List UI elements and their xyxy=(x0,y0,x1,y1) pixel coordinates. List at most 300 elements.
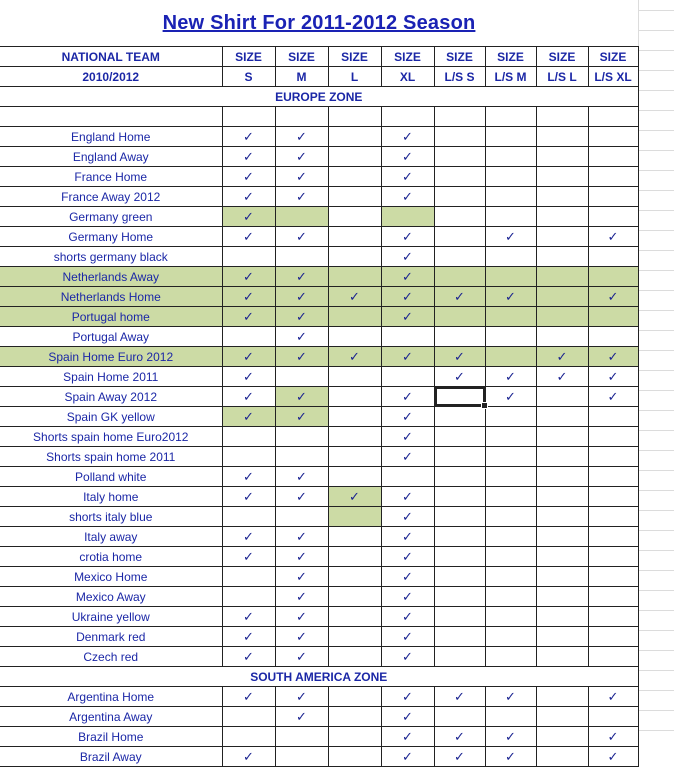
team-name[interactable]: Mexico Home xyxy=(0,567,222,587)
empty-cell[interactable] xyxy=(275,107,328,127)
size-cell[interactable] xyxy=(434,507,485,527)
size-cell[interactable] xyxy=(381,187,434,207)
size-cell[interactable] xyxy=(381,247,434,267)
size-cell[interactable] xyxy=(275,387,328,407)
size-cell[interactable] xyxy=(588,187,638,207)
size-cell[interactable] xyxy=(275,687,328,707)
size-cell[interactable] xyxy=(485,627,536,647)
size-cell[interactable] xyxy=(222,467,275,487)
size-cell[interactable] xyxy=(222,367,275,387)
size-cell[interactable] xyxy=(381,387,434,407)
team-name[interactable]: Netherlands Away xyxy=(0,267,222,287)
size-cell[interactable] xyxy=(588,727,638,747)
size-cell[interactable] xyxy=(536,307,588,327)
header-size-s[interactable]: S xyxy=(222,67,275,87)
team-name[interactable]: Argentina Away xyxy=(0,707,222,727)
size-cell[interactable] xyxy=(275,527,328,547)
header-size-ls-xl[interactable]: L/S XL xyxy=(588,67,638,87)
size-cell[interactable] xyxy=(222,207,275,227)
team-name[interactable]: Portugal home xyxy=(0,307,222,327)
size-cell[interactable] xyxy=(381,147,434,167)
size-cell[interactable] xyxy=(588,467,638,487)
team-name[interactable]: Ukraine yellow xyxy=(0,607,222,627)
size-cell[interactable] xyxy=(222,487,275,507)
size-cell[interactable] xyxy=(222,167,275,187)
header-size-top[interactable]: SIZE xyxy=(588,47,638,67)
size-cell[interactable] xyxy=(275,607,328,627)
size-cell[interactable] xyxy=(381,167,434,187)
size-cell[interactable] xyxy=(536,387,588,407)
size-cell[interactable] xyxy=(485,227,536,247)
size-cell[interactable] xyxy=(434,567,485,587)
size-cell[interactable] xyxy=(275,327,328,347)
size-cell[interactable] xyxy=(328,387,381,407)
size-cell[interactable] xyxy=(536,127,588,147)
size-cell[interactable] xyxy=(381,527,434,547)
empty-cell[interactable] xyxy=(588,107,638,127)
size-cell[interactable] xyxy=(434,327,485,347)
size-cell[interactable] xyxy=(275,547,328,567)
team-name[interactable]: shorts germany black xyxy=(0,247,222,267)
size-cell[interactable] xyxy=(328,627,381,647)
size-cell[interactable] xyxy=(328,247,381,267)
size-cell[interactable] xyxy=(275,587,328,607)
size-cell[interactable] xyxy=(536,487,588,507)
size-cell[interactable] xyxy=(485,707,536,727)
size-cell[interactable] xyxy=(536,547,588,567)
team-name[interactable]: Czech red xyxy=(0,647,222,667)
team-name[interactable]: Spain GK yellow xyxy=(0,407,222,427)
zone-title[interactable]: EUROPE ZONE xyxy=(0,87,638,107)
team-name[interactable]: Shorts spain home 2011 xyxy=(0,447,222,467)
size-cell[interactable] xyxy=(434,147,485,167)
size-cell[interactable] xyxy=(275,647,328,667)
team-name[interactable]: Netherlands Home xyxy=(0,287,222,307)
header-size-top[interactable]: SIZE xyxy=(328,47,381,67)
size-cell[interactable] xyxy=(485,647,536,667)
size-cell[interactable] xyxy=(275,347,328,367)
size-cell[interactable] xyxy=(588,247,638,267)
header-size-ls-m[interactable]: L/S M xyxy=(485,67,536,87)
size-cell[interactable] xyxy=(381,427,434,447)
size-cell[interactable] xyxy=(588,227,638,247)
size-cell[interactable] xyxy=(222,747,275,767)
size-cell[interactable] xyxy=(434,367,485,387)
size-cell[interactable] xyxy=(222,187,275,207)
header-size-m[interactable]: M xyxy=(275,67,328,87)
size-cell[interactable] xyxy=(434,527,485,547)
size-cell[interactable] xyxy=(434,747,485,767)
size-cell[interactable] xyxy=(536,227,588,247)
size-cell[interactable] xyxy=(275,207,328,227)
header-size-top[interactable]: SIZE xyxy=(222,47,275,67)
size-cell[interactable] xyxy=(536,587,588,607)
size-cell[interactable] xyxy=(328,267,381,287)
selected-cell[interactable] xyxy=(434,387,485,407)
size-cell[interactable] xyxy=(588,387,638,407)
size-cell[interactable] xyxy=(328,467,381,487)
size-cell[interactable] xyxy=(485,467,536,487)
size-cell[interactable] xyxy=(381,227,434,247)
size-cell[interactable] xyxy=(485,487,536,507)
size-cell[interactable] xyxy=(222,687,275,707)
header-size-top[interactable]: SIZE xyxy=(485,47,536,67)
size-cell[interactable] xyxy=(485,527,536,547)
team-name[interactable]: Brazil Away xyxy=(0,747,222,767)
size-cell[interactable] xyxy=(485,147,536,167)
size-cell[interactable] xyxy=(222,147,275,167)
size-cell[interactable] xyxy=(328,187,381,207)
size-cell[interactable] xyxy=(381,747,434,767)
size-cell[interactable] xyxy=(485,287,536,307)
size-cell[interactable] xyxy=(536,407,588,427)
size-cell[interactable] xyxy=(328,307,381,327)
size-cell[interactable] xyxy=(485,207,536,227)
team-name[interactable]: Spain Home 2011 xyxy=(0,367,222,387)
size-cell[interactable] xyxy=(434,547,485,567)
size-cell[interactable] xyxy=(485,747,536,767)
team-name[interactable]: Shorts spain home Euro2012 xyxy=(0,427,222,447)
size-cell[interactable] xyxy=(381,127,434,147)
size-cell[interactable] xyxy=(275,147,328,167)
size-cell[interactable] xyxy=(536,147,588,167)
size-cell[interactable] xyxy=(588,647,638,667)
size-cell[interactable] xyxy=(381,687,434,707)
size-cell[interactable] xyxy=(222,347,275,367)
size-cell[interactable] xyxy=(485,427,536,447)
header-size-l[interactable]: L xyxy=(328,67,381,87)
size-cell[interactable] xyxy=(275,267,328,287)
team-name[interactable]: Polland white xyxy=(0,467,222,487)
size-cell[interactable] xyxy=(381,327,434,347)
size-cell[interactable] xyxy=(485,687,536,707)
size-cell[interactable] xyxy=(485,407,536,427)
size-cell[interactable] xyxy=(434,467,485,487)
size-cell[interactable] xyxy=(381,627,434,647)
team-name[interactable]: Germany Home xyxy=(0,227,222,247)
team-name[interactable]: Mexico Away xyxy=(0,587,222,607)
size-cell[interactable] xyxy=(536,687,588,707)
size-cell[interactable] xyxy=(588,507,638,527)
size-cell[interactable] xyxy=(485,247,536,267)
size-cell[interactable] xyxy=(485,447,536,467)
size-cell[interactable] xyxy=(434,227,485,247)
size-cell[interactable] xyxy=(434,607,485,627)
size-cell[interactable] xyxy=(381,207,434,227)
size-cell[interactable] xyxy=(275,567,328,587)
size-cell[interactable] xyxy=(588,307,638,327)
size-cell[interactable] xyxy=(588,427,638,447)
size-cell[interactable] xyxy=(381,447,434,467)
size-cell[interactable] xyxy=(381,367,434,387)
size-cell[interactable] xyxy=(222,307,275,327)
size-cell[interactable] xyxy=(434,247,485,267)
size-cell[interactable] xyxy=(536,347,588,367)
size-cell[interactable] xyxy=(588,687,638,707)
size-cell[interactable] xyxy=(328,327,381,347)
size-cell[interactable] xyxy=(328,447,381,467)
size-cell[interactable] xyxy=(381,487,434,507)
team-name[interactable]: England Home xyxy=(0,127,222,147)
size-cell[interactable] xyxy=(536,507,588,527)
size-cell[interactable] xyxy=(536,747,588,767)
empty-cell[interactable] xyxy=(328,107,381,127)
size-cell[interactable] xyxy=(536,707,588,727)
size-cell[interactable] xyxy=(328,427,381,447)
size-cell[interactable] xyxy=(588,567,638,587)
size-cell[interactable] xyxy=(588,167,638,187)
size-cell[interactable] xyxy=(434,187,485,207)
header-season[interactable]: 2010/2012 xyxy=(0,67,222,87)
size-cell[interactable] xyxy=(485,567,536,587)
team-name[interactable]: Italy away xyxy=(0,527,222,547)
team-name[interactable]: France Home xyxy=(0,167,222,187)
size-cell[interactable] xyxy=(434,427,485,447)
team-name[interactable]: Denmark red xyxy=(0,627,222,647)
size-cell[interactable] xyxy=(275,247,328,267)
size-cell[interactable] xyxy=(328,607,381,627)
size-cell[interactable] xyxy=(381,407,434,427)
size-cell[interactable] xyxy=(381,567,434,587)
size-cell[interactable] xyxy=(275,627,328,647)
size-cell[interactable] xyxy=(275,367,328,387)
size-cell[interactable] xyxy=(381,287,434,307)
size-cell[interactable] xyxy=(275,447,328,467)
size-cell[interactable] xyxy=(275,127,328,147)
size-cell[interactable] xyxy=(588,367,638,387)
size-cell[interactable] xyxy=(381,507,434,527)
size-cell[interactable] xyxy=(588,207,638,227)
size-cell[interactable] xyxy=(381,707,434,727)
size-cell[interactable] xyxy=(275,167,328,187)
size-cell[interactable] xyxy=(485,327,536,347)
size-cell[interactable] xyxy=(328,587,381,607)
size-cell[interactable] xyxy=(222,607,275,627)
size-cell[interactable] xyxy=(275,407,328,427)
team-name[interactable]: shorts italy blue xyxy=(0,507,222,527)
size-cell[interactable] xyxy=(434,207,485,227)
size-cell[interactable] xyxy=(536,287,588,307)
size-cell[interactable] xyxy=(275,307,328,327)
size-cell[interactable] xyxy=(536,607,588,627)
size-cell[interactable] xyxy=(381,647,434,667)
size-cell[interactable] xyxy=(588,487,638,507)
size-cell[interactable] xyxy=(275,727,328,747)
size-cell[interactable] xyxy=(588,347,638,367)
size-cell[interactable] xyxy=(434,167,485,187)
size-cell[interactable] xyxy=(275,467,328,487)
size-cell[interactable] xyxy=(381,727,434,747)
size-cell[interactable] xyxy=(485,387,536,407)
size-cell[interactable] xyxy=(588,587,638,607)
size-cell[interactable] xyxy=(434,587,485,607)
size-cell[interactable] xyxy=(275,707,328,727)
empty-cell[interactable] xyxy=(0,107,222,127)
size-cell[interactable] xyxy=(222,327,275,347)
size-cell[interactable] xyxy=(536,327,588,347)
size-cell[interactable] xyxy=(588,547,638,567)
size-cell[interactable] xyxy=(328,127,381,147)
size-cell[interactable] xyxy=(536,267,588,287)
header-size-top[interactable]: SIZE xyxy=(536,47,588,67)
size-cell[interactable] xyxy=(275,227,328,247)
size-cell[interactable] xyxy=(536,427,588,447)
empty-cell[interactable] xyxy=(434,107,485,127)
header-size-ls-l[interactable]: L/S L xyxy=(536,67,588,87)
size-cell[interactable] xyxy=(485,267,536,287)
size-cell[interactable] xyxy=(536,567,588,587)
header-size-ls-s[interactable]: L/S S xyxy=(434,67,485,87)
size-cell[interactable] xyxy=(588,287,638,307)
team-name[interactable]: Spain Away 2012 xyxy=(0,387,222,407)
fill-handle[interactable] xyxy=(481,402,488,409)
size-cell[interactable] xyxy=(485,727,536,747)
size-cell[interactable] xyxy=(536,207,588,227)
size-cell[interactable] xyxy=(275,427,328,447)
header-national-team[interactable]: NATIONAL TEAM xyxy=(0,47,222,67)
size-cell[interactable] xyxy=(588,127,638,147)
size-cell[interactable] xyxy=(536,187,588,207)
size-cell[interactable] xyxy=(434,307,485,327)
empty-cell[interactable] xyxy=(222,107,275,127)
size-cell[interactable] xyxy=(328,287,381,307)
size-cell[interactable] xyxy=(485,307,536,327)
size-cell[interactable] xyxy=(222,567,275,587)
size-cell[interactable] xyxy=(434,707,485,727)
empty-cell[interactable] xyxy=(381,107,434,127)
size-cell[interactable] xyxy=(381,607,434,627)
size-cell[interactable] xyxy=(434,727,485,747)
header-size-xl[interactable]: XL xyxy=(381,67,434,87)
size-cell[interactable] xyxy=(222,527,275,547)
size-cell[interactable] xyxy=(485,607,536,627)
size-cell[interactable] xyxy=(434,287,485,307)
size-cell[interactable] xyxy=(328,407,381,427)
size-cell[interactable] xyxy=(381,547,434,567)
size-cell[interactable] xyxy=(588,527,638,547)
size-cell[interactable] xyxy=(536,247,588,267)
size-cell[interactable] xyxy=(222,447,275,467)
size-cell[interactable] xyxy=(434,687,485,707)
size-cell[interactable] xyxy=(222,647,275,667)
size-cell[interactable] xyxy=(222,627,275,647)
team-name[interactable]: Spain Home Euro 2012 xyxy=(0,347,222,367)
zone-title[interactable]: SOUTH AMERICA ZONE xyxy=(0,667,638,687)
size-cell[interactable] xyxy=(275,747,328,767)
size-cell[interactable] xyxy=(536,527,588,547)
size-cell[interactable] xyxy=(536,447,588,467)
size-cell[interactable] xyxy=(328,567,381,587)
size-cell[interactable] xyxy=(328,147,381,167)
size-cell[interactable] xyxy=(222,587,275,607)
size-cell[interactable] xyxy=(222,727,275,747)
size-cell[interactable] xyxy=(222,227,275,247)
size-cell[interactable] xyxy=(485,507,536,527)
team-name[interactable]: France Away 2012 xyxy=(0,187,222,207)
size-cell[interactable] xyxy=(536,167,588,187)
size-cell[interactable] xyxy=(588,147,638,167)
size-cell[interactable] xyxy=(222,547,275,567)
size-cell[interactable] xyxy=(328,647,381,667)
team-name[interactable]: England Away xyxy=(0,147,222,167)
size-cell[interactable] xyxy=(381,267,434,287)
team-name[interactable]: Brazil Home xyxy=(0,727,222,747)
size-cell[interactable] xyxy=(434,267,485,287)
size-cell[interactable] xyxy=(588,407,638,427)
size-cell[interactable] xyxy=(222,127,275,147)
size-cell[interactable] xyxy=(328,487,381,507)
size-cell[interactable] xyxy=(275,187,328,207)
size-cell[interactable] xyxy=(328,367,381,387)
size-cell[interactable] xyxy=(222,267,275,287)
size-cell[interactable] xyxy=(434,447,485,467)
size-cell[interactable] xyxy=(381,467,434,487)
team-name[interactable]: crotia home xyxy=(0,547,222,567)
size-cell[interactable] xyxy=(588,747,638,767)
size-cell[interactable] xyxy=(485,127,536,147)
size-cell[interactable] xyxy=(381,307,434,327)
empty-cell[interactable] xyxy=(485,107,536,127)
size-cell[interactable] xyxy=(434,407,485,427)
size-cell[interactable] xyxy=(328,227,381,247)
size-cell[interactable] xyxy=(275,507,328,527)
size-cell[interactable] xyxy=(222,407,275,427)
size-cell[interactable] xyxy=(222,707,275,727)
size-cell[interactable] xyxy=(588,707,638,727)
team-name[interactable]: Italy home xyxy=(0,487,222,507)
size-cell[interactable] xyxy=(485,347,536,367)
size-cell[interactable] xyxy=(328,507,381,527)
size-cell[interactable] xyxy=(381,587,434,607)
size-cell[interactable] xyxy=(275,487,328,507)
header-size-top[interactable]: SIZE xyxy=(434,47,485,67)
size-cell[interactable] xyxy=(328,707,381,727)
size-cell[interactable] xyxy=(588,607,638,627)
size-cell[interactable] xyxy=(328,687,381,707)
size-cell[interactable] xyxy=(328,727,381,747)
size-cell[interactable] xyxy=(381,347,434,367)
team-name[interactable]: Argentina Home xyxy=(0,687,222,707)
team-name[interactable]: Germany green xyxy=(0,207,222,227)
header-size-top[interactable]: SIZE xyxy=(381,47,434,67)
sheet-title[interactable]: New Shirt For 2011-2012 Season xyxy=(162,11,476,34)
size-cell[interactable] xyxy=(485,187,536,207)
size-cell[interactable] xyxy=(328,747,381,767)
header-size-top[interactable]: SIZE xyxy=(275,47,328,67)
size-cell[interactable] xyxy=(222,427,275,447)
size-cell[interactable] xyxy=(222,507,275,527)
size-cell[interactable] xyxy=(485,587,536,607)
size-cell[interactable] xyxy=(536,467,588,487)
size-cell[interactable] xyxy=(588,327,638,347)
empty-cell[interactable] xyxy=(536,107,588,127)
size-cell[interactable] xyxy=(434,647,485,667)
size-cell[interactable] xyxy=(588,627,638,647)
size-cell[interactable] xyxy=(434,127,485,147)
size-cell[interactable] xyxy=(328,207,381,227)
size-cell[interactable] xyxy=(328,547,381,567)
size-cell[interactable] xyxy=(536,727,588,747)
size-cell[interactable] xyxy=(536,647,588,667)
size-cell[interactable] xyxy=(536,627,588,647)
size-cell[interactable] xyxy=(275,287,328,307)
size-cell[interactable] xyxy=(485,367,536,387)
size-cell[interactable] xyxy=(485,167,536,187)
size-cell[interactable] xyxy=(328,167,381,187)
size-cell[interactable] xyxy=(222,287,275,307)
size-cell[interactable] xyxy=(222,247,275,267)
size-cell[interactable] xyxy=(485,547,536,567)
